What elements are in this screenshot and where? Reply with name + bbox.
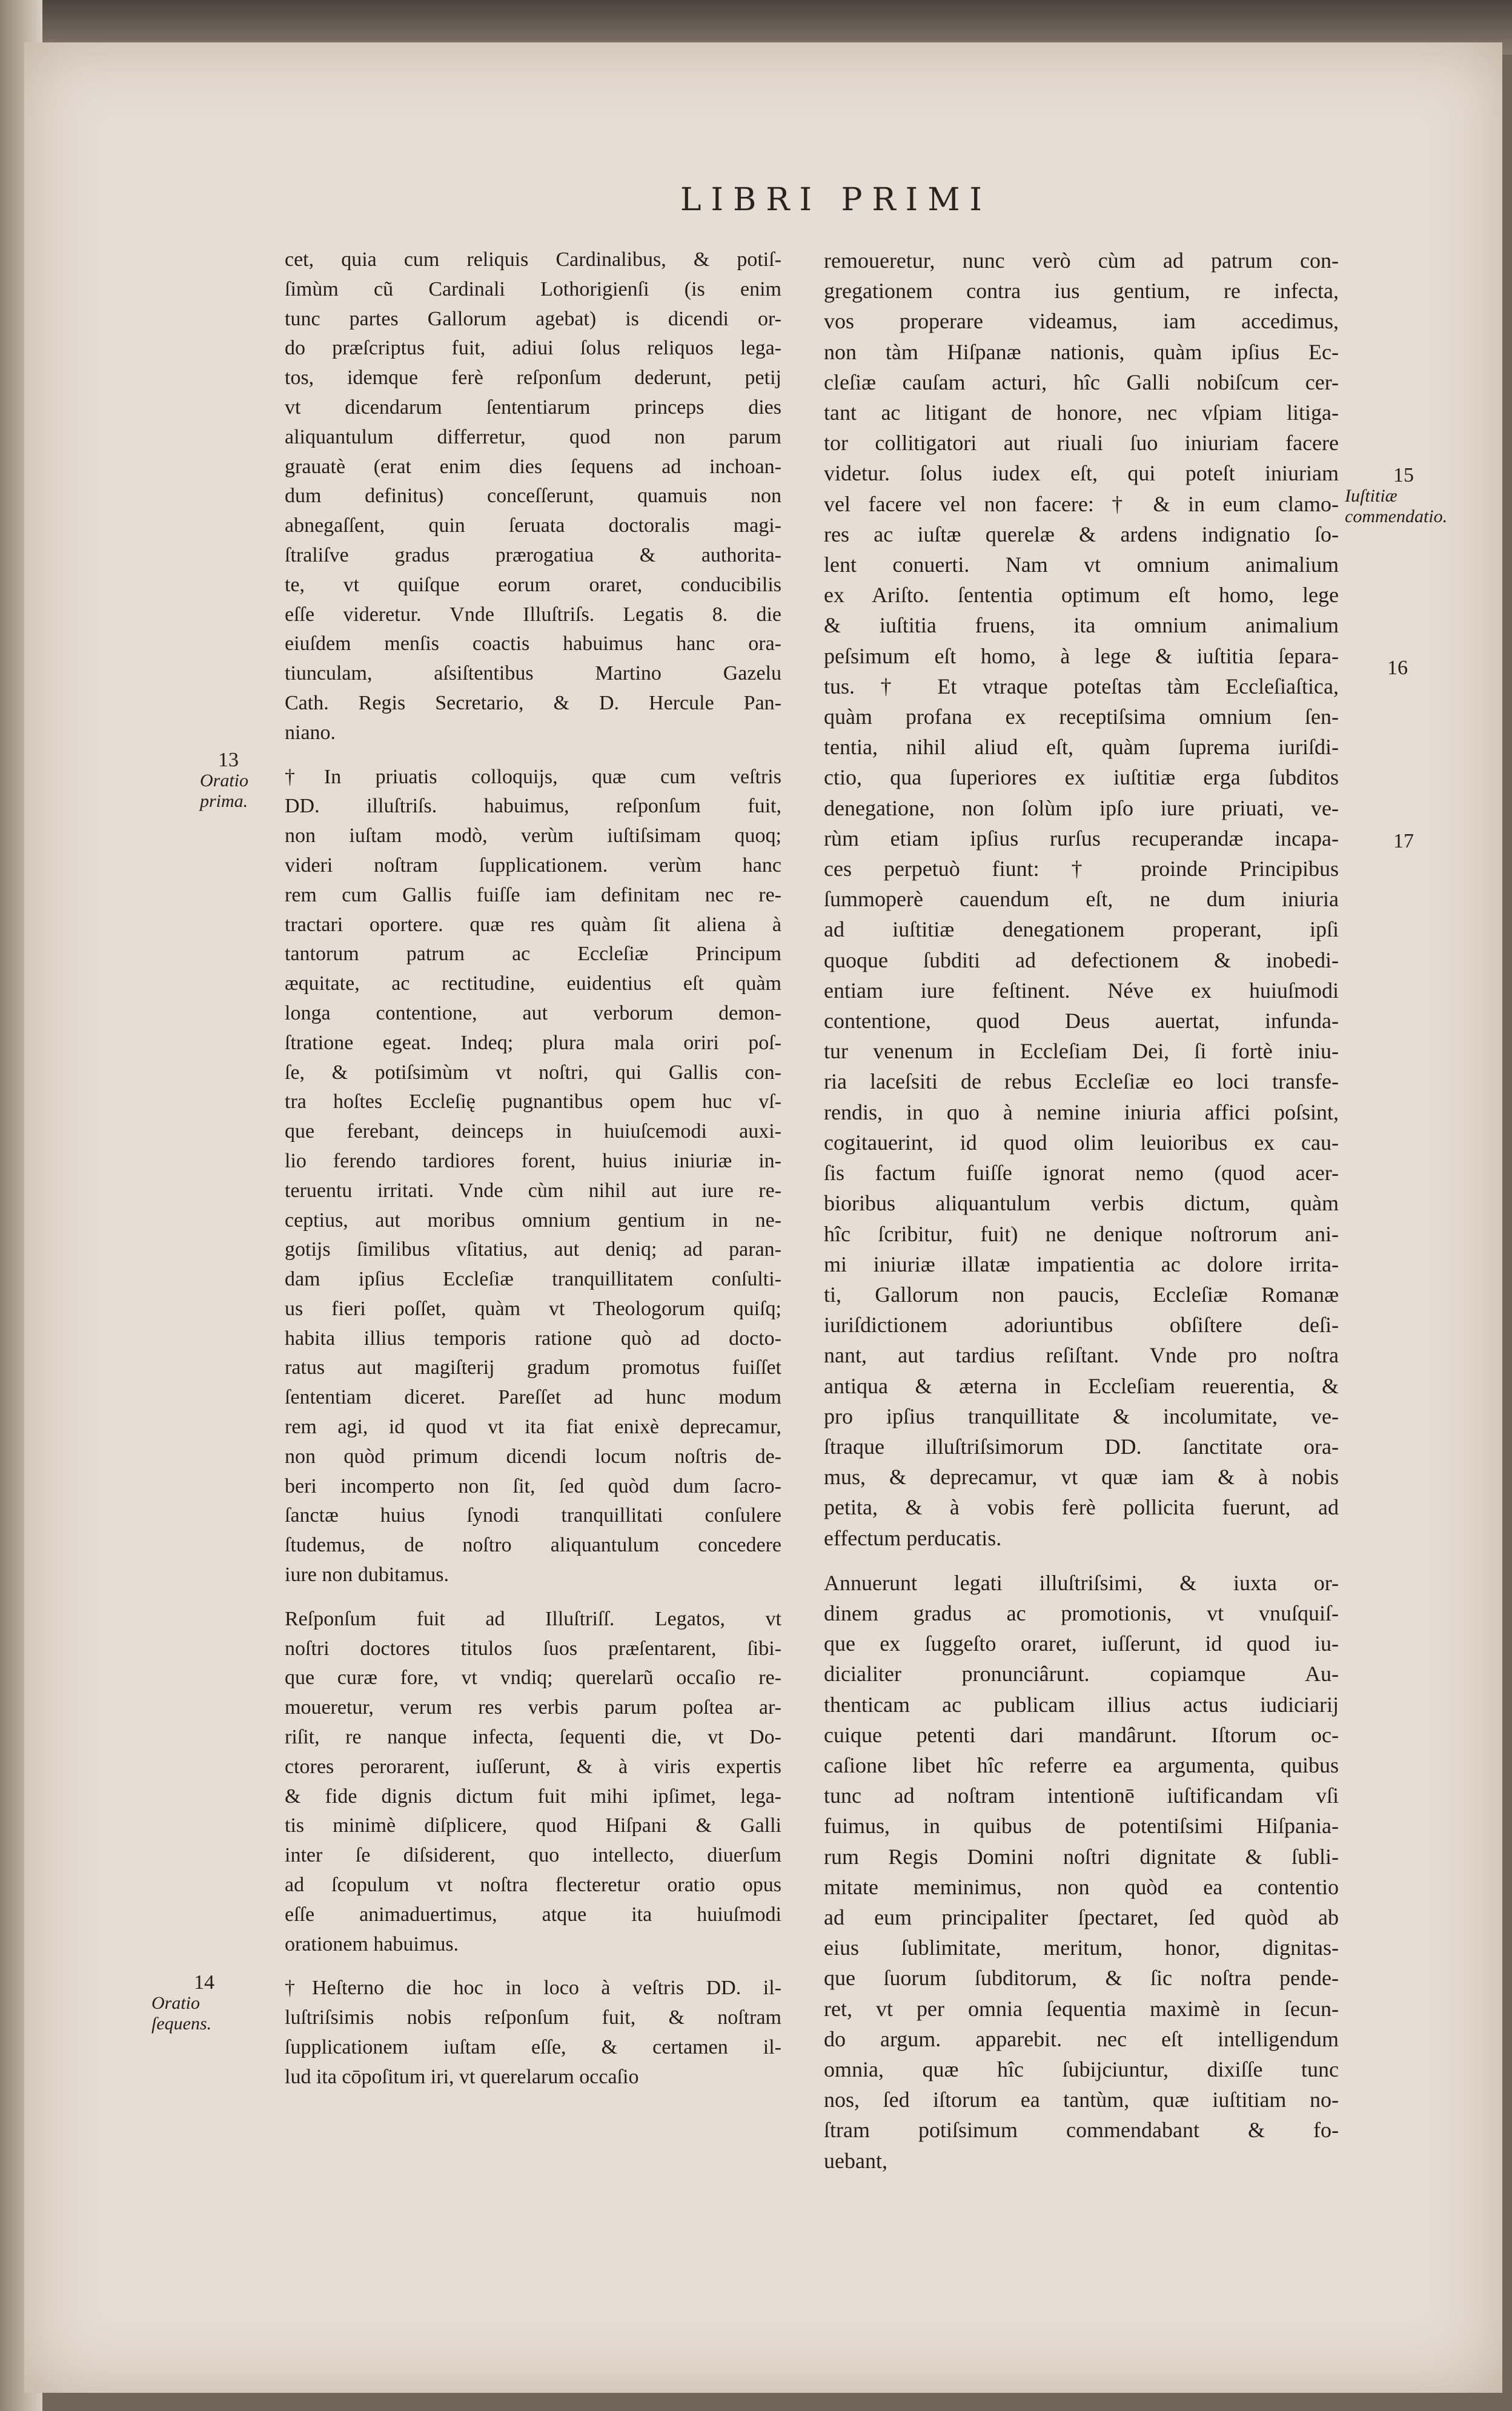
text-line: dinem gradus ac promotionis, vt vnuſquiſ- xyxy=(824,1600,1339,1625)
text-line: teruentu irritati. Vnde cùm nihil aut iure re- xyxy=(285,1179,781,1202)
text-line: iure non dubitamus. xyxy=(285,1564,449,1587)
text-line: tant ac litigant de honore, nec vſpiam litiga- xyxy=(824,400,1339,425)
text-line: nos, ſed iſtorum ea tantùm, quæ iuſtitiam no- xyxy=(824,2088,1339,2112)
text-line: lio ferendo tardiores forent, huius iniuriæ in- xyxy=(285,1149,781,1172)
text-line: denegatione, non ſolùm ipſo iure priuati, ve- xyxy=(824,795,1339,820)
text-line: cogitauerint, id quod olim leuioribus ex cau- xyxy=(824,1130,1339,1155)
text-line: do argum. apparebit. nec eſt intelligendum xyxy=(824,2026,1339,2051)
running-header: LIBRI PRIMI xyxy=(680,182,992,218)
right-text-column xyxy=(824,245,1339,2176)
text-line: dicialiter pronunciârunt. copiamque Au- xyxy=(824,1662,1339,1686)
text-line: grauatè (erat enim dies ſequens ad inchoan- xyxy=(285,455,781,478)
text-line: Reſponſum fuit ad Illuſtriſſ. Legatos, vt xyxy=(285,1607,781,1630)
text-line: te, vt quiſque eorum oraret, conducibilis xyxy=(285,573,781,596)
text-line: ſtram potiſsimum commendabant & fo- xyxy=(824,2118,1339,2143)
text-line: tantorum patrum ac Eccleſiæ Principum xyxy=(285,943,781,966)
text-line: entiam iure feſtinent. Néve ex huiuſmodi xyxy=(824,978,1339,1003)
text-line: eſſe animaduertimus, atque ita huiuſmodi xyxy=(285,1903,781,1926)
text-line: ſummoperè cauendum eſt, ne dum iniuria xyxy=(824,887,1339,912)
text-line: thenticam ac publicam illius actus iudiciarij xyxy=(824,1692,1339,1717)
text-line: omnia, quæ hîc ſubijciuntur, dixiſſe tunc xyxy=(824,2057,1339,2081)
text-line: cet, quia cum reliquis Cardinalibus, & potiſ- xyxy=(285,248,781,271)
text-line: vel facere vel non facere: † & in eum clamo- xyxy=(824,491,1339,516)
text-line: tor collitigatori aut riuali ſuo iniuriam facere xyxy=(824,431,1339,456)
text-line: & iuſtitia fruens, ita omnium animalium xyxy=(824,613,1339,638)
text-line: mitate meminimus, non quòd ea contentio xyxy=(824,1874,1339,1899)
text-line: riſit, re nanque infecta, ſequenti die, vt Do- xyxy=(285,1726,781,1749)
text-line: videri noſtram ſupplicationem. verùm hanc xyxy=(285,854,781,877)
text-line: petita, & à vobis ferè pollicita fuerunt, ad xyxy=(824,1495,1339,1520)
paragraph xyxy=(285,763,781,1590)
text-line: ad eum principaliter ſpectaret, ſed quòd ab xyxy=(824,1905,1339,1929)
text-line: æquitate, ac rectitudine, euidentius eſt quàm xyxy=(285,972,781,995)
text-line: abnegaſſent, quin ſeruata doctoralis magi- xyxy=(285,514,781,537)
text-line: †Heſterno die hoc in loco à veſtris DD. il- xyxy=(285,1977,781,2000)
text-line: orationem habuimus. xyxy=(285,1932,459,1955)
text-line: ſtratione egeat. Indeq; plura mala oriri poſ- xyxy=(285,1031,781,1054)
text-line: iuriſdictionem adoriuntibus obſiſtere deſi- xyxy=(824,1313,1339,1338)
text-line: videtur. ſolus iudex eſt, qui poteſt iniuriam xyxy=(824,461,1339,486)
text-line: effectum perducatis. xyxy=(824,1525,1002,1550)
text-line: tractari oportere. quæ res quàm ſit aliena à xyxy=(285,913,781,936)
text-line: & fide dignis dictum fuit mihi ipſimet, lega- xyxy=(285,1785,781,1808)
text-line: fuimus, in quibus de potentiſsimi Hiſpania- xyxy=(824,1814,1339,1839)
left-text-column xyxy=(285,245,781,2092)
text-line: tentia, nihil aliud eſt, quàm ſuprema iuriſdi- xyxy=(824,735,1339,760)
text-line: rum Regis Domini noſtri dignitate & ſubli- xyxy=(824,1844,1339,1869)
text-line: niano. xyxy=(285,721,336,744)
margin-note-number: 13 xyxy=(218,749,239,771)
paragraph xyxy=(824,245,1339,1553)
text-line: moueretur, verum res verbis parum poſtea ar- xyxy=(285,1696,781,1719)
text-line: res ac iuſtæ querelæ & ardens indignatio ſo- xyxy=(824,522,1339,546)
text-line: gotijs ſimilibus vſitatius, aut deniq; ad paran- xyxy=(285,1238,781,1261)
text-line: ſtraque illuſtriſsimorum DD. ſanctitate ora- xyxy=(824,1434,1339,1459)
text-line: que curæ fore, vt vndiq; querelarũ occaſio re- xyxy=(285,1666,781,1690)
text-line: luſtriſsimis nobis reſponſum fuit, & noſtram xyxy=(285,2006,781,2029)
text-line: aliquantulum differretur, quod non parum xyxy=(285,425,781,448)
text-line: vos properare videamus, iam accedimus, xyxy=(824,309,1339,334)
text-line: ceptius, aut moribus omnium gentium in ne- xyxy=(285,1209,781,1232)
text-line: que ferebant, deinceps in huiuſcemodi auxi- xyxy=(285,1120,781,1143)
text-line: dum definitus) conceſſerunt, quamuis non xyxy=(285,485,781,508)
text-line: dam ipſius Eccleſiæ tranquillitatem conſulti- xyxy=(285,1268,781,1291)
text-line: lud ita cōpoſitum iri, vt querelarum occaſio xyxy=(285,2065,639,2088)
text-line: uebant, xyxy=(824,2148,887,2173)
text-line: nant, aut tardius reſiſtant. Vnde pro noſtra xyxy=(824,1343,1339,1368)
text-line: ad iuſtitiæ denegationem properant, ipſi xyxy=(824,917,1339,942)
text-line: tunc ad noſtram intentionē iuſtificandam vſi xyxy=(824,1783,1339,1808)
text-line: us fieri poſſet, quàm vt Theologorum quiſq; xyxy=(285,1297,781,1320)
text-line: tis minimè diſplicere, quod Hiſpani & Galli xyxy=(285,1814,781,1837)
text-line: ces perpetuò fiunt: † proinde Principibus xyxy=(824,857,1339,881)
text-line: rem agi, id quod vt ita fiat enixè deprecamur, xyxy=(285,1416,781,1439)
text-line: rendis, in quo à nemine iniuria affici poſsint, xyxy=(824,1099,1339,1124)
text-line: †In priuatis colloquijs, quæ cum veſtris xyxy=(285,765,781,788)
text-line: non iuſtam modò, verùm iuſtiſsimam quoq; xyxy=(285,824,781,847)
text-line: ad ſcopulum vt noſtra flecteretur oratio opus xyxy=(285,1874,781,1897)
text-line: do præſcriptus fuit, adiui ſolus reliquos lega- xyxy=(285,337,781,360)
text-line: ſtraliſve gradus prærogatiua & authorita- xyxy=(285,543,781,566)
text-line: cleſiæ cauſam acturi, hîc Galli nobiſcum cer- xyxy=(824,370,1339,394)
text-line: tiunculam, aſsiſtentibus Martino Gazelu xyxy=(285,662,781,685)
text-line: longa contentione, aut verborum demon- xyxy=(285,1001,781,1024)
text-line: vt dicendarum ſententiarum princeps dies xyxy=(285,396,781,419)
text-line: Cath. Regis Secretario, & D. Hercule Pan- xyxy=(285,691,781,714)
text-line: quoque ſubditi ad defectionem & inobedi- xyxy=(824,947,1339,972)
text-line: gregationem contra ius gentium, re infecta, xyxy=(824,279,1339,303)
text-line: inter ſe diſsiderent, quo intellecto, diuerſum xyxy=(285,1844,781,1867)
margin-note-15 xyxy=(1345,465,1454,527)
text-line: ſimùm cũ Cardinali Lothorigienſi (is enim xyxy=(285,277,781,300)
margin-note-16: 16 xyxy=(1387,657,1408,679)
paragraph xyxy=(285,245,781,748)
text-line: tunc partes Gallorum agebat) is dicendi or- xyxy=(285,307,781,330)
text-line: que ex ſuggeſto oraret, iuſſerunt, id quod iu- xyxy=(824,1631,1339,1656)
text-line: ratus aut magiſterij gradum promotus fuiſſet xyxy=(285,1356,781,1379)
text-line: ti, Gallorum non paucis, Eccleſiæ Romanæ xyxy=(824,1282,1339,1307)
text-line: quàm profana ex receptiſsima omnium ſen- xyxy=(824,705,1339,729)
text-line: non tàm Hiſpanæ nationis, quàm ipſius Ec- xyxy=(824,339,1339,364)
text-line: Annuerunt legati illuſtriſsimi, & iuxta or- xyxy=(824,1570,1339,1595)
text-line: beri incomperto non ſit, ſed quòd dum ſacro- xyxy=(285,1474,781,1497)
text-line: DD. illuſtriſs. habuimus, reſponſum fuit, xyxy=(285,795,781,818)
text-line: ctio, qua ſuperiores ex iuſtitiæ erga ſubditos xyxy=(824,765,1339,790)
margin-note-number: 14 xyxy=(194,1971,214,1994)
text-line: que ſuorum ſubditorum, & ſic noſtra pende- xyxy=(824,1966,1339,1991)
margin-note-14 xyxy=(151,1972,248,2034)
text-line: bioribus aliquantulum verbis dictum, quàm xyxy=(824,1191,1339,1216)
text-line: eſſe videretur. Vnde Illuſtriſs. Legatis 8. die xyxy=(285,603,781,626)
text-line: ſupplicationem iuſtam eſſe, & certamen il- xyxy=(285,2036,781,2059)
text-line: tos, idemque ferè reſponſum dederunt, petij xyxy=(285,366,781,390)
text-line: tur venenum in Eccleſiam Dei, ſi fortè iniu- xyxy=(824,1039,1339,1064)
margin-note-number: 15 xyxy=(1393,464,1414,486)
text-line: ſententiam diceret. Pareſſet ad hunc modum xyxy=(285,1386,781,1409)
text-line: ret, vt per omnia ſequentia maximè in ſecun- xyxy=(824,1996,1339,2021)
text-line: non quòd primum dicendi locum noſtris de- xyxy=(285,1445,781,1468)
margin-note-text: Oratio prima. xyxy=(200,771,249,811)
text-line: ſis factum fuiſſe ignorat nemo (quod acer- xyxy=(824,1161,1339,1186)
text-line: tus. † Et vtraque poteſtas tàm Eccleſiaſtica, xyxy=(824,674,1339,698)
text-line: contentione, quod Deus auertat, infunda- xyxy=(824,1009,1339,1033)
text-line: eius ſublimitate, meritum, honor, dignitas- xyxy=(824,1935,1339,1960)
text-line: peſsimum eſt homo, à lege & iuſtitia ſepara- xyxy=(824,643,1339,668)
text-line: caſione libet hîc referre ea argumenta, quibus xyxy=(824,1753,1339,1777)
paragraph xyxy=(824,1568,1339,2176)
margin-note-text: Iuſtitiæ commendatio. xyxy=(1345,486,1448,526)
margin-note-text: Oratio ſequens. xyxy=(151,1993,212,2034)
text-line: ctores perorarent, iuſſerunt, & à viris expertis xyxy=(285,1755,781,1778)
text-line: cuique petenti dari mandârunt. Iſtorum oc- xyxy=(824,1722,1339,1747)
text-line: rem cum Gallis fuiſſe iam definitam nec re- xyxy=(285,883,781,906)
text-line: rùm etiam ipſius rurſus recuperandæ incapa- xyxy=(824,826,1339,851)
margin-note-13 xyxy=(200,750,291,812)
text-line: lent conuerti. Nam vt omnium animalium xyxy=(824,552,1339,577)
text-line: ſe, & potiſsimùm vt noſtri, qui Gallis con- xyxy=(285,1061,781,1084)
text-line: mi iniuriæ illatæ impatientia ac dolore irrita- xyxy=(824,1252,1339,1276)
text-line: pro ipſius tranquillitate & incolumitate, ve- xyxy=(824,1404,1339,1428)
text-line: ria laceſsiti de rebus Eccleſiæ eo loci transfe- xyxy=(824,1069,1339,1094)
text-line: antiqua & æterna in Eccleſiam reuerentia, & xyxy=(824,1373,1339,1398)
text-line: remoueretur, nunc verò cùm ad patrum con- xyxy=(824,248,1339,273)
text-line: ex Ariſto. ſententia optimum eſt homo, lege xyxy=(824,583,1339,608)
margin-note-17: 17 xyxy=(1393,830,1414,852)
text-line: mus, & deprecamur, vt quæ iam & à nobis xyxy=(824,1465,1339,1490)
text-line: noſtri doctores titulos ſuos præſentarent, ſibi- xyxy=(285,1637,781,1660)
text-line: habita illius temporis ratione quò ad docto- xyxy=(285,1327,781,1350)
text-line: tra hoſtes Eccleſię pugnantibus opem huc vſ- xyxy=(285,1090,781,1113)
paragraph xyxy=(285,1974,781,2092)
text-line: ſtudemus, de noſtro aliquantulum concedere xyxy=(285,1534,781,1557)
text-line: ſanctæ huius ſynodi tranquillitati conſulere xyxy=(285,1504,781,1527)
text-line: hîc ſcribitur, fuit) ne denique noſtrorum ani- xyxy=(824,1221,1339,1246)
text-line: eiuſdem menſis coactis habuimus hanc ora- xyxy=(285,632,781,655)
paragraph xyxy=(285,1605,781,1960)
